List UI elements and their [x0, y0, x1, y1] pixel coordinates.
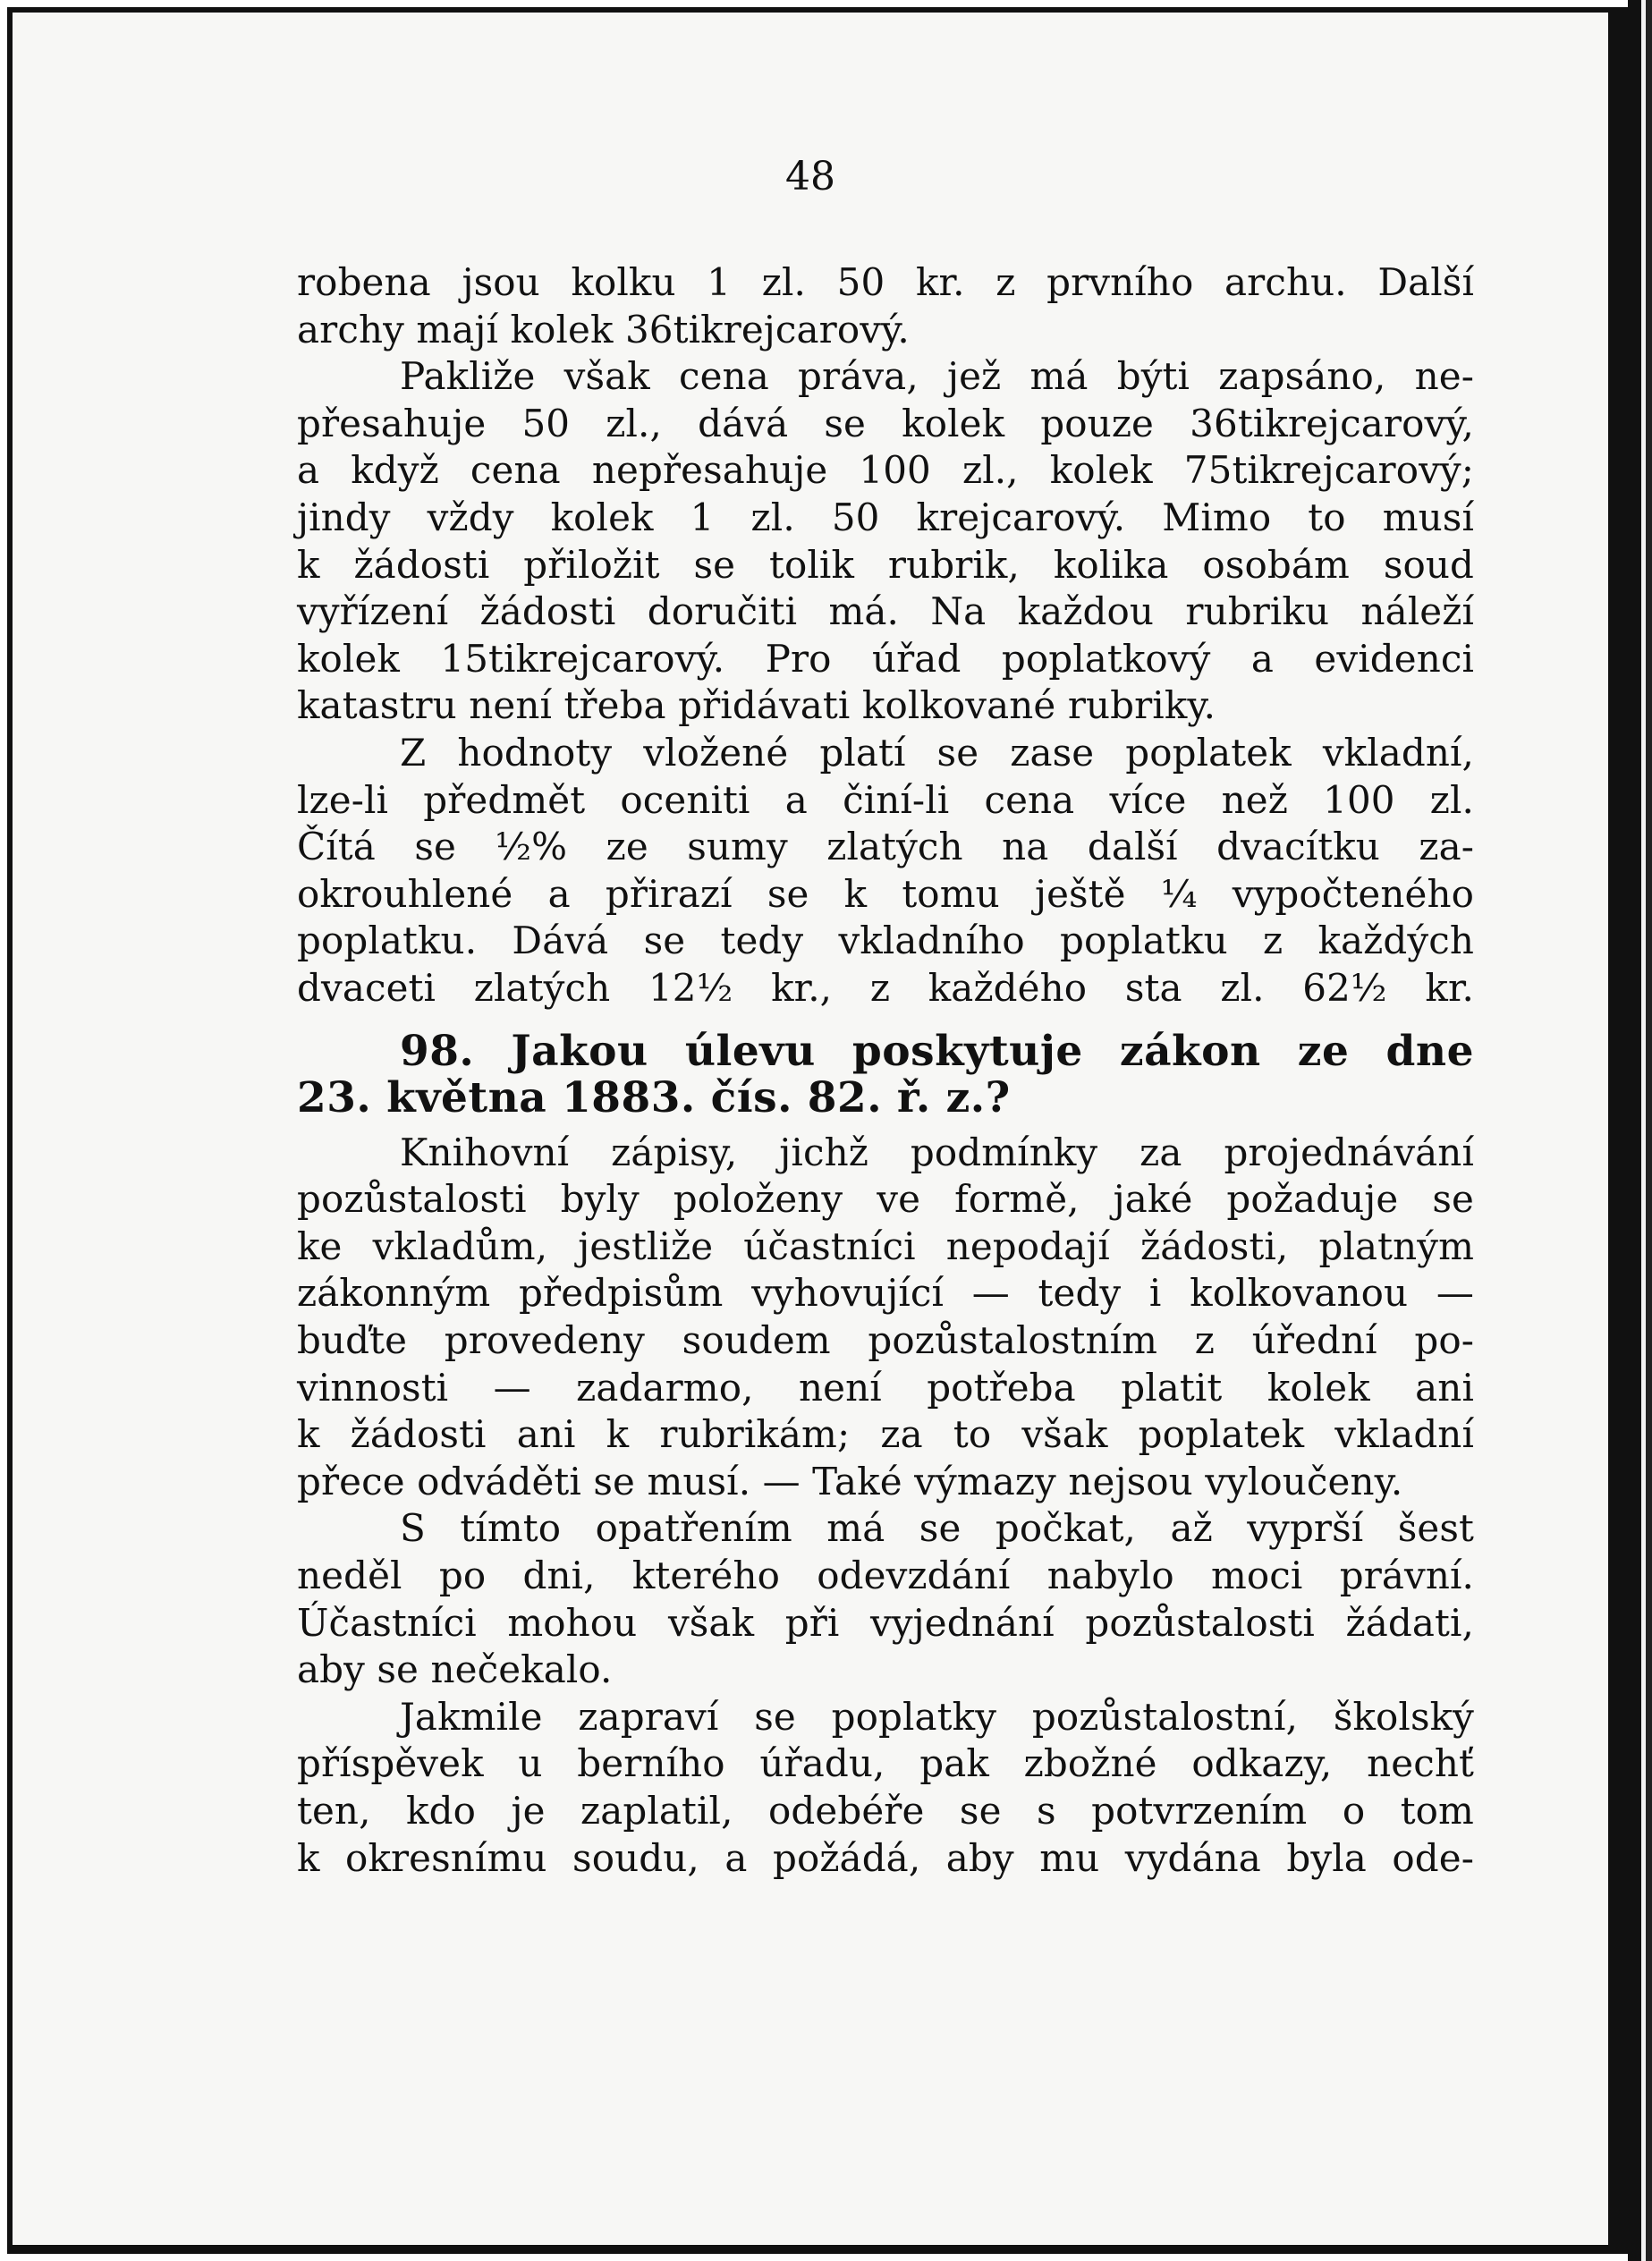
text-line: k žádosti přiložit se tolik rubrik, kolika osobám soud: [297, 542, 1474, 587]
text-line: zákonným předpisům vyhovující — tedy i kolkovanou —: [297, 1271, 1474, 1316]
document-page: [7, 7, 1628, 2254]
text-line: katastru není třeba přidávati kolkované rubriky.: [297, 683, 1216, 728]
text-line: přesahuje 50 zl., dává se kolek pouze 36tikrejcarový,: [297, 401, 1474, 445]
text-line: příspěvek u berního úřadu, pak zbožné odkazy, nechť: [297, 1741, 1474, 1786]
text-line: okrouhlené a přirazí se k tomu ještě ¼ vypočteného: [297, 871, 1474, 916]
paragraph-start-line: S tímto opatřením má se počkat, až vyprší šest: [400, 1506, 1474, 1551]
text-line: k okresnímu soudu, a požádá, aby mu vydána byla ode-: [297, 1835, 1474, 1880]
paragraph-start-line: Jakmile zapraví se poplatky pozůstalostní, školský: [400, 1694, 1474, 1739]
paragraph-start-line: Knihovní zápisy, jichž podmínky za projednávání: [400, 1130, 1474, 1174]
paragraph-start-line: Z hodnoty vložené platí se zase poplatek vkladní,: [400, 730, 1474, 775]
text-line: ke vkladům, jestliže účastníci nepodají žádosti, platným: [297, 1224, 1474, 1268]
text-line: kolek 15tikrejcarový. Pro úřad poplatkový a evidenci: [297, 636, 1474, 681]
text-line: lze-li předmět oceniti a činí-li cena více než 100 zl.: [297, 777, 1474, 822]
text-line: neděl po dni, kterého odevzdání nabylo moci právní.: [297, 1554, 1474, 1598]
section-heading-continuation: 23. května 1883. čís. 82. ř. z.?: [297, 1073, 1011, 1123]
text-line: poplatku. Dává se tedy vkladního poplatku z každých: [297, 919, 1474, 963]
page-text: [297, 259, 1474, 1882]
text-line: archy mají kolek 36tikrejcarový.: [297, 307, 910, 351]
text-line: vyřízení žádosti doručiti má. Na každou rubriku náleží: [297, 589, 1474, 634]
text-line: a když cena nepřesahuje 100 zl., kolek 75tikrejcarový;: [297, 448, 1474, 493]
paragraph-start-line: Pakliže však cena práva, jež má býti zapsáno, ne-: [400, 354, 1474, 399]
text-line: dvaceti zlatých 12½ kr., z každého sta zl. 62½ kr.: [297, 965, 1474, 1010]
text-line: přece odváděti se musí. — Také výmazy nejsou vyloučeny.: [297, 1459, 1403, 1503]
page-number: 48: [785, 154, 835, 199]
text-line: ten, kdo je zaplatil, odebéře se s potvrzením o tom: [297, 1789, 1474, 1833]
text-line: aby se nečekalo.: [297, 1647, 613, 1692]
section-heading: 98. Jakou úlevu poskytuje zákon ze dne: [400, 1026, 1474, 1076]
text-line: pozůstalosti byly položeny ve formě, jaké požaduje se: [297, 1177, 1474, 1222]
text-line: vinnosti — zadarmo, není potřeba platit kolek ani: [297, 1365, 1474, 1410]
text-line: Čítá se ½% ze sumy zlatých na další dvacítku za-: [297, 825, 1474, 869]
text-line: buďte provedeny soudem pozůstalostním z úřední po-: [297, 1318, 1474, 1363]
text-line: Účastníci mohou však při vyjednání pozůstalosti žádati,: [297, 1600, 1474, 1645]
text-line: k žádosti ani k rubrikám; za to však poplatek vkladní: [297, 1412, 1474, 1457]
text-line: robena jsou kolku 1 zl. 50 kr. z prvního archu. Další: [297, 260, 1474, 304]
binding-edge: [1628, 0, 1652, 2261]
text-line: jindy vždy kolek 1 zl. 50 krejcarový. Mimo to musí: [297, 495, 1474, 539]
